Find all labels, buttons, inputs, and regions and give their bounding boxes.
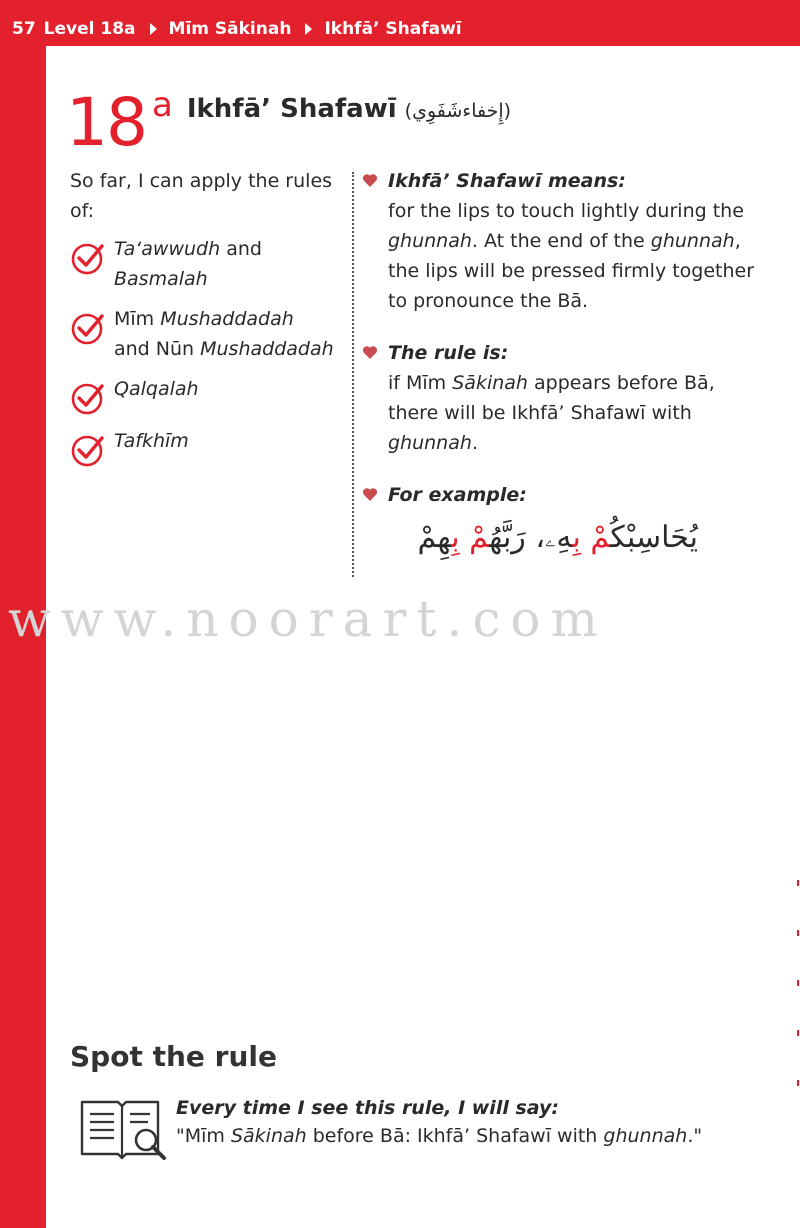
page-number: 57 [12,19,36,39]
spot-heading: Every time I see this rule, I will say: [176,1097,559,1119]
column-divider [352,172,354,577]
breadcrumb [12,17,462,41]
rules-so-far [70,166,340,478]
meaning-heading: Ikhfā’ Shafawī means: [388,170,626,192]
rule-item [70,374,340,416]
rule-item [70,304,340,364]
rule-label: Tafkhīm [114,430,189,452]
crumb-topic: Mīm Sākinah [168,19,292,39]
rule-text: if Mīm Sākinah appears before Bā, there will be Ikhfā’ Shafawī with ghunnah. [388,372,715,454]
crumb-level: Level 18a [43,19,136,39]
rule-label: Qalqalah [114,378,199,400]
page-edge-marks [796,870,800,1170]
heart-icon [362,487,378,502]
rule-item [70,426,340,468]
rule-explanation [362,166,762,584]
checkmark-circle-icon [70,432,106,468]
lesson-number: 18 [66,84,146,161]
meaning-text: for the lips to touch lightly during the ghunnah. At the end of the ghunnah, the lips will be pressed firmly together to pronounce the Bā. [388,200,755,312]
lesson-title: Ikhfā’ Shafawī [186,94,397,124]
checkmark-circle-icon [70,310,106,346]
rule-label: Mīm Mushaddadah and Nūn Mushaddadah [114,308,334,360]
heart-icon [362,345,378,360]
checkmark-circle-icon [70,240,106,276]
book-magnifier-icon [78,1094,170,1164]
lesson-heading [66,84,512,161]
meaning-block [362,166,762,316]
intro-text: So far, I can apply the rules of: [70,170,333,222]
example-heading: For example: [388,484,527,506]
example-arabic-text: يُحَاسِبْكُمْ بِهِۦ، رَبَّهُمْ بِهِمْ [417,520,698,555]
lesson-sub-letter: a [151,85,173,125]
rule-heading: The rule is: [388,342,509,364]
lesson-arabic-title: (إِخفاءشَفَوِي) [404,100,512,122]
rule-item [70,234,340,294]
checkmark-circle-icon [70,380,106,416]
breadcrumb-arrow-icon [150,23,157,35]
rule-label: Ta‘awwudh and Basmalah [114,238,262,290]
rule-block [362,338,762,458]
crumb-rule: Ikhfā’ Shafawī [324,19,462,39]
spot-quote: "Mīm Sākinah before Bā: Ikhfā’ Shafawī with ghunnah." [176,1125,703,1147]
watermark: www.noorart.com [8,590,608,648]
spot-rule-row [78,1094,702,1164]
heart-icon [362,173,378,188]
spot-title: Spot the rule [70,1040,277,1073]
example-block [362,480,762,562]
spot-text [176,1094,702,1150]
breadcrumb-arrow-icon [305,23,312,35]
